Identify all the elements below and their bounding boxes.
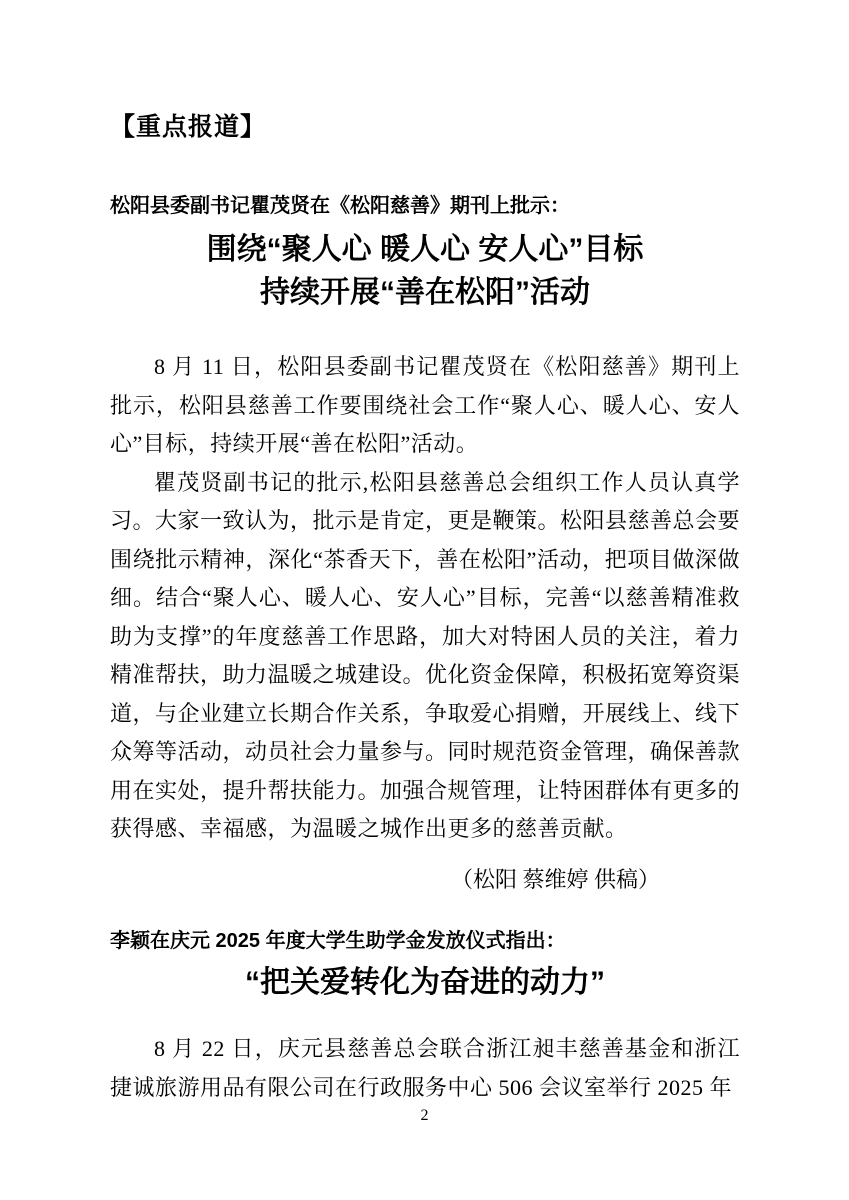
article-1-headline-line-1: 围绕“聚人心 暖人心 安人心”目标: [206, 233, 644, 266]
article-2-paragraph-1: 8 月 22 日，庆元县慈善总会联合浙江昶丰慈善基金和浙江捷诚旅游用品有限公司在行政服务中心 506 会议室举行 2025 年: [110, 1036, 740, 1100]
article-2-headline-line-1: “把关爱转化为奋进的动力”: [245, 966, 605, 999]
section-label: 【重点报道】: [110, 113, 267, 141]
article-1-byline: （松阳 蔡维婷 供稿）: [450, 866, 660, 892]
article-1-kicker: 松阳县委副书记瞿茂贤在《松阳慈善》期刊上批示：: [110, 195, 570, 217]
page-content: [110, 112, 740, 1107]
article-1-body: [110, 348, 740, 899]
article-2-body: [110, 1030, 740, 1107]
article-1-headline-line-2: 持续开展“善在松阳”活动: [260, 276, 590, 309]
article-qingyuan: [110, 927, 740, 1107]
article-2-headline-group: [110, 961, 740, 1004]
article-2-kicker: 李颖在庆元 2025 年度大学生助学金发放仪式指出：: [110, 930, 566, 952]
article-1-paragraph-1: 8 月 11 日，松阳县委副书记瞿茂贤在《松阳慈善》期刊上批示，松阳县慈善工作要围绕社会工作“聚人心、暖人心、安人心”目标，持续开展“善在松阳”活动。: [110, 354, 740, 456]
page-number: 2: [420, 1107, 429, 1124]
article-1-paragraph-2: 瞿茂贤副书记的批示,松阳县慈善总会组织工作人员认真学习。大家一致认为，批示是肯定，更是鞭策。松阳县慈善总会要围绕批示精神，深化“茶香天下，善在松阳”活动，把项目做深做细。结合“聚人心、暖人心、安人心”目标，完善“以慈善精准救助为支撑”的年度慈善工作思路，加大对特困人员的关注，着力精准帮扶，助力温暖之城建设。优化资金保障，积极拓宽筹资渠道，与企业建立长期合作关系，争取爱心捐赠，开展线上、线下众筹等活动，动员社会力量参与。同时规范资金管理，确保善款用在实处，提升帮扶能力。加强合规管理，让特困群体有更多的获得感、幸福感，为温暖之城作出更多的慈善贡献。: [110, 469, 741, 841]
article-songyang: [110, 192, 740, 899]
article-1-headline-group: [110, 228, 740, 314]
